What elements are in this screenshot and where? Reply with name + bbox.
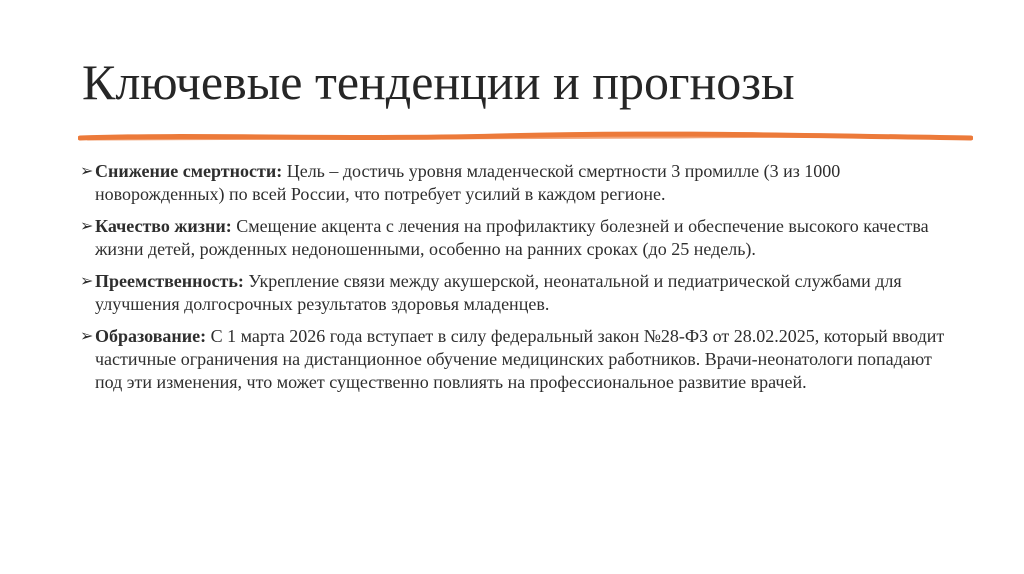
arrow-bullet-icon: ➢ <box>80 273 94 290</box>
bullet-item <box>80 325 950 394</box>
arrow-bullet-icon: ➢ <box>80 328 94 345</box>
bullet-text: Укрепление связи между акушерской, неонатальной и педиатрической службами для улучшения долгосрочных результатов здоровья младенцев. <box>95 271 902 314</box>
brush-stroke-divider <box>78 126 973 148</box>
bullet-text: С 1 марта 2026 года вступает в силу федеральный закон №28-ФЗ от 28.02.2025, который вводит частичные ограничения на дистанционное обучение медицинских работников. Врачи-неонатологи попадают под эти изменения, что может существенно повлиять на профессиональное развитие врачей. <box>95 326 945 392</box>
slide-title: Ключевые тенденции и прогнозы <box>82 54 795 110</box>
bullet-item <box>80 270 950 316</box>
bullet-list <box>80 160 950 403</box>
bullet-text: Цель – достичь уровня младенческой смертности 3 промилле (3 из 1000 новорожденных) по всей России, что потребует усилий в каждом регионе. <box>95 161 841 204</box>
bullet-item <box>80 215 950 261</box>
arrow-bullet-icon: ➢ <box>80 163 94 180</box>
bullet-term: Преемственность: <box>95 271 244 291</box>
bullet-term: Снижение смертности: <box>95 161 283 181</box>
arrow-bullet-icon: ➢ <box>80 218 94 235</box>
bullet-term: Образование: <box>95 326 207 346</box>
bullet-text: Смещение акцента с лечения на профилактику болезней и обеспечение высокого качества жизни детей, рожденных недоношенными, особенно на ранних сроках (до 25 недель). <box>95 216 929 259</box>
bullet-item <box>80 160 950 206</box>
bullet-term: Качество жизни: <box>95 216 232 236</box>
